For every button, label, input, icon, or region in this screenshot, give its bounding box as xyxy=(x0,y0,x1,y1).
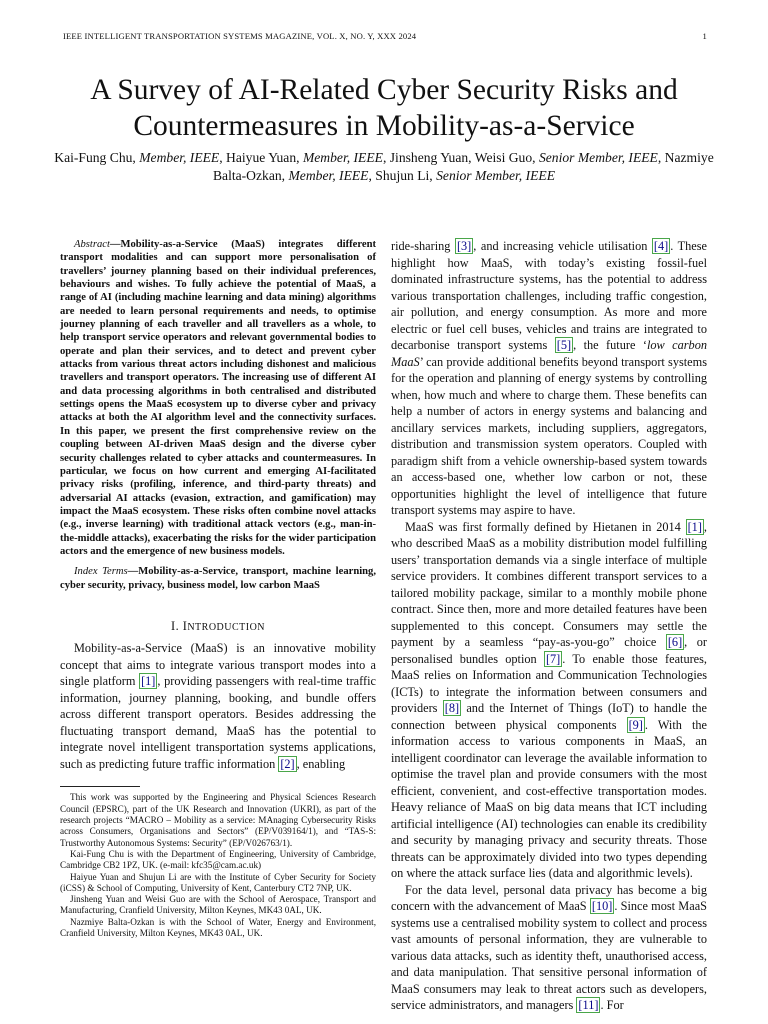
author-role-3: Senior Member, IEEE xyxy=(538,150,658,165)
left-column xyxy=(60,238,376,939)
citation-link[interactable]: [5] xyxy=(556,338,572,352)
citation-link[interactable]: [6] xyxy=(667,635,683,649)
citation-link[interactable]: [4] xyxy=(653,239,669,253)
author-names-5: , Shujun Li, xyxy=(368,168,437,183)
section-heading-introduction xyxy=(60,618,376,637)
text-run: Mobility-as-a-Service (MaaS) is an innovative mobility concept that aims to integrate various transport modes into a single platform xyxy=(60,641,376,689)
footnote-affiliation: Nazmiye Balta-Ozkan is with the School of Water, Energy and Environment, Cranfield University, Milton Keynes, MK43 0AL, UK. xyxy=(60,916,376,938)
citation-link[interactable]: [3] xyxy=(456,239,472,253)
author-names-4: , Nazmiye Balta-Ozkan, xyxy=(212,150,714,183)
body-paragraph xyxy=(391,238,707,519)
citation-link[interactable]: [9] xyxy=(628,717,643,732)
abstract xyxy=(60,238,376,558)
author-role-4: Member, IEEE xyxy=(288,168,369,183)
citation-link[interactable]: [11] xyxy=(578,998,599,1012)
author-role-2: Member, IEEE xyxy=(302,150,383,165)
text-run: , the future ‘ xyxy=(573,338,647,352)
section-number: I. I xyxy=(170,618,188,633)
body-paragraph xyxy=(391,882,707,1014)
text-run: . Since most MaaS systems use a centralised mobility system to collect and process vast amounts of personal information, they are vulnerable to various data attacks, such as identity theft, unauthorised access, and data manipulation. That sensitive personal information of MaaS consumers may leak to threat actors such as developers, service administrators, and managers xyxy=(391,899,707,1012)
footnote-divider xyxy=(60,786,140,787)
text-run: and the Internet of Things (IoT) to handle the connection between physical components xyxy=(391,701,707,732)
index-terms-label: Index Terms xyxy=(74,566,128,578)
text-run: . With the information access to various components in MaaS, an intelligent coordinator can leverage the available information to optimise the travel plan and provide consumers with the most efficient, convenient, and cost-effective transportation modes. Heavy reliance of MaaS on big data means that ICT including artificial intelligence (AI) technologies can enable its credibility and security by managing privacy and security threats. Those threats can be approximately divided into two types depending on where the attack surface lies (data and algorithmic levels). xyxy=(391,717,707,880)
running-head-text: IEEE INTELLIGENT TRANSPORTATION SYSTEMS MAGAZINE, VOL. X, NO. Y, XXX 2024 xyxy=(63,31,417,41)
author-names-2: , Haiyue Yuan, xyxy=(219,150,303,165)
footnote-affiliation: Kai-Fung Chu is with the Department of Engineering, University of Cambridge, Cambridge CB2 1PZ, UK. (e-mail: kfc35@cam.ac.uk) xyxy=(60,848,376,871)
citation-link[interactable]: [1] xyxy=(687,519,702,534)
footnote-funding: This work was supported by the Engineering and Physical Sciences Research Council (EPSRC), part of the UK Research and Innovation (UKRI), as part of the research projects “MACRO – Mobility as a service: MAnaging Cybersecurity Risks across Consumers, Organisations and Sectors” (EP/V039164/1), and “TAS-S: Trustworthy Autonomous Systems: Security” (EP/V026763/1). xyxy=(60,792,376,848)
abstract-text: —Mobility-as-a-Service (MaaS) integrates different transport modalities and can support more personalisation of travellers’ journey planning based on their individual preferences, behaviours and wishes. To fully achieve the potential of MaaS, a range of AI (including machine learning and data mining) algorithms are needed to learn personal requirements and needs, to optimise journey planning of each traveller and all travellers as a whole, to help transport service operators and relevant governmental bodies to operate and plan their services, and to detect and prevent cyber attacks from various threat actors including dishonest and malicious travellers and transport operators. The increasing use of different AI and data processing algorithms in both centralised and distributed settings opens the MaaS ecosystem up to diverse cyber and privacy attacks at both the AI algorithm level and the connectivity surfaces. In this paper, we present the first comprehensive review on the coupling between AI-driven MaaS design and the diverse cyber security challenges related to cyber attacks and countermeasures. In particular, we focus on how current and emerging AI-facilitated privacy risks (profiling, inference, and third-party threats) and adversarial AI attacks (evasion, extraction, and gamification) may impact the MaaS ecosystem. These risks often combine novel attacks (e.g., inverse learning) with traditional attack vectors (e.g., man-in-the-middle attacks), exacerbating the risks for the wider participation actors and the emergence of new business models. xyxy=(60,239,376,557)
citation-link[interactable]: [7] xyxy=(545,651,561,666)
text-run: . These highlight how MaaS, with today’s existing fossil-fuel dominated infrastructure systems, has the potential to address various transportation challenges, including traffic congestion, air pollution, and energy consumption. As more and more electric or fuel cell buses, vehicles and trains are integrated to decarbonise transport systems xyxy=(391,239,707,352)
text-run: For the data level, personal data privacy has become a big concern with the advancement of MaaS xyxy=(391,882,707,913)
author-role-5: Senior Member, IEEE xyxy=(436,168,556,183)
text-run: MaaS was first formally defined by Hietanen in 2014 xyxy=(405,519,686,534)
emphasis-text: low carbon MaaS xyxy=(391,338,707,369)
text-run: , providing passengers with real-time traffic information, journey planning, booking, and bundle offers across different transport operators. Besides addressing the fluctuating transport demand, MaaS has the potential to integrate novel intelligent transportation systems applications, such as predicting future traffic information xyxy=(60,674,376,771)
author-role-1: Member, IEEE xyxy=(139,150,220,165)
text-run: . For xyxy=(600,998,624,1012)
text-run: , enabling xyxy=(296,756,346,771)
paper-title: A Survey of AI-Related Cyber Security Risks and Countermeasures in Mobility-as-a-Service xyxy=(90,74,678,142)
citation-link[interactable]: [1] xyxy=(141,674,156,689)
page-number: 1 xyxy=(702,31,707,41)
citation-link[interactable]: [8] xyxy=(444,701,460,715)
body-paragraph xyxy=(391,519,707,882)
section-title: NTRODUCTION xyxy=(187,621,266,633)
intro-paragraph xyxy=(60,640,376,772)
author-names-1: Kai-Fung Chu, xyxy=(54,150,140,165)
footnote-affiliation: Jinsheng Yuan and Weisi Guo are with the School of Aerospace, Transport and Manufacturing, Cranfield University, Milton Keynes, MK43 0AL, UK. xyxy=(60,894,376,916)
text-run: , and increasing vehicle utilisation xyxy=(473,239,652,253)
footnote-affiliation: Haiyue Yuan and Shujun Li are with the Institute of Cyber Security for Society (iCSS) & School of Computing, University of Kent, Canterbury CT2 7NP, UK. xyxy=(60,871,376,893)
index-terms-text: —Mobility-as-a-Service, transport, machine learning, cyber security, privacy, business model, low carbon MaaS xyxy=(60,566,376,591)
footnotes xyxy=(60,792,376,939)
text-run: , or personalised bundles option xyxy=(391,635,707,666)
text-run: . To enable those features, MaaS relies on Information and Communication Technologies (ICTs) to integrate the information between consumers and providers xyxy=(391,651,708,715)
author-list xyxy=(40,149,728,185)
author-names-3: , Jinsheng Yuan, Weisi Guo, xyxy=(382,150,539,165)
abstract-label: Abstract xyxy=(74,239,110,250)
running-head xyxy=(63,31,707,45)
text-run: ’ can provide additional benefits beyond transport systems for the operation and planning of energy systems by controlling when, how much and where to charge them. These benefits can help a number of actors in energy systems and balancing and ancillary services markets, including suppliers, aggregators, distribution and transmission system operators. Coupled with paradigm shift from a vehicle ownership-based system towards an access-based one, whether low carbon or not, these opportunities highlight the level of intelligence that future transport systems may aspire to have. xyxy=(391,354,707,517)
index-terms xyxy=(60,565,376,592)
right-column xyxy=(391,238,707,1014)
text-run: ride-sharing xyxy=(391,239,455,253)
citation-link[interactable]: [10] xyxy=(591,899,613,913)
text-run: , who described MaaS as a mobility distribution model fulfilling users’ transportation demands via a single interface of multiple service providers. It combines different transport services to a tailored mobility package, similar to a monthly mobile phone contract. Since then, more and more detailed features have been supplemented to this concept. Consumers may settle the payment by a seamless “pay-as-you-go” choice xyxy=(391,519,707,649)
citation-link[interactable]: [2] xyxy=(280,756,295,771)
